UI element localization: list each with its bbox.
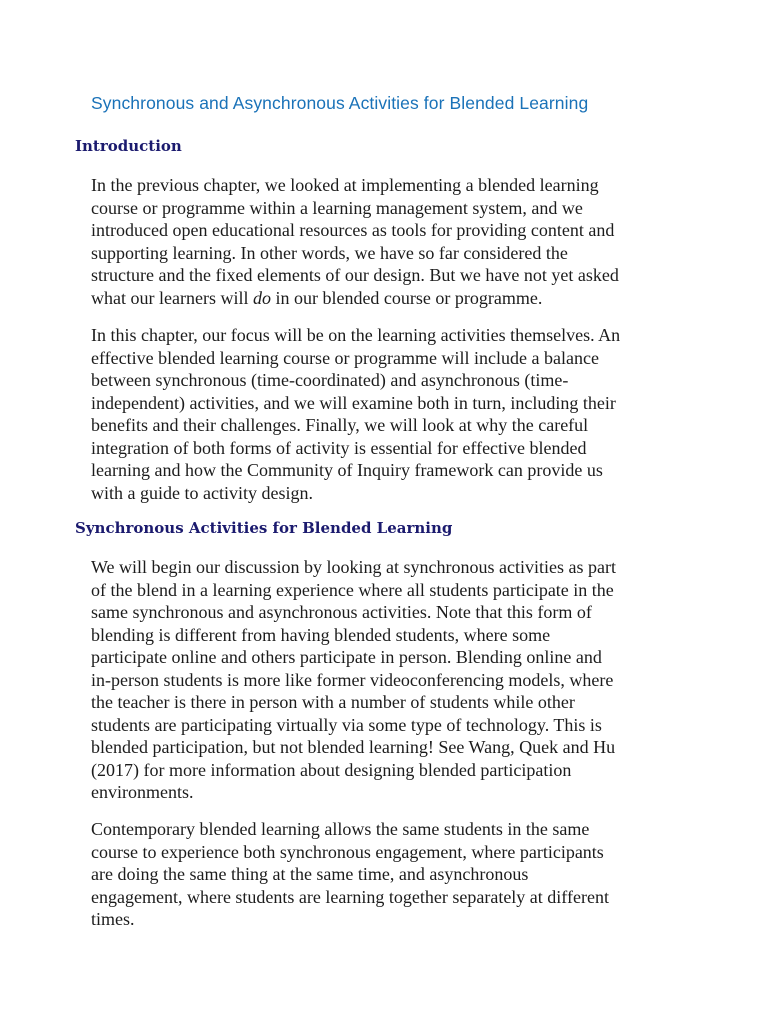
paragraph-line: Contemporary blended learning allows the same students in the same [91,819,590,839]
document-title: Synchronous and Asynchronous Activities for Blended Learning [91,93,589,113]
paragraph-line: of the blend in a learning experience where all students participate in the [91,579,614,600]
paragraph-line: course to experience both synchronous engagement, where participants [91,841,604,862]
paragraph-line: environments. [91,782,194,802]
paragraph-line: learning and how the Community of Inquiry framework can provide us [91,460,603,480]
paragraph-line: participate online and others participate in person. Blending online and [91,647,602,667]
paragraph-line-with-emphasis [91,287,681,310]
paragraph-line: introduced open educational resources as tools for providing content and [91,220,615,240]
paragraph-line: course or programme within a learning management system, and we [91,197,583,218]
emphasis-text: do [252,287,271,308]
paragraph-line: in-person students is more like former videoconferencing models, where [91,669,614,690]
intro-paragraph-1 [91,174,681,309]
paragraph-line: times. [91,909,135,929]
paragraph-line: with a guide to activity design. [91,482,313,503]
paragraph-line: benefits and their challenges. Finally, we will look at why the careful [91,415,589,435]
section-heading-introduction: Introduction [75,137,182,155]
paragraph-line: blended participation, but not blended learning! See Wang, Quek and Hu [91,737,616,757]
section-heading-synchronous-activities: Synchronous Activities for Blended Learning [75,519,453,537]
line-text-before-emphasis: what our learners will [91,287,253,308]
paragraph-line: the teacher is there in person with a number of students while other [91,692,575,712]
paragraph-line: In the previous chapter, we looked at implementing a blended learning [91,175,599,195]
paragraph-line: students are participating virtually via some type of technology. This is [91,714,602,735]
paragraph-line: structure and the fixed elements of our design. But we have not yet asked [91,265,619,285]
paragraph-line: In this chapter, our focus will be on the learning activities themselves. An [91,325,621,345]
paragraph-line: We will begin our discussion by looking at synchronous activities as part [91,557,616,577]
paragraph-line: same synchronous and asynchronous activities. Note that this form of [91,602,592,622]
sync-paragraph-1 [91,556,681,804]
sync-paragraph-2 [91,818,681,931]
paragraph-line: effective blended learning course or programme will include a balance [91,347,599,368]
paragraph-line: are doing the same thing at the same time, and asynchronous [91,864,529,884]
intro-paragraph-2 [91,324,681,504]
paragraph-line: integration of both forms of activity is essential for effective blended [91,437,587,458]
paragraph-line: blending is different from having blended students, where some [91,624,551,645]
paragraph-line: independent) activities, and we will examine both in turn, including their [91,392,616,413]
paragraph-line: supporting learning. In other words, we have so far considered the [91,242,568,263]
line-text-after-emphasis: in our blended course or programme. [270,287,543,308]
paragraph-line: (2017) for more information about designing blended participation [91,759,572,780]
paragraph-line: engagement, where students are learning together separately at different [91,886,609,907]
paragraph-line: between synchronous (time-coordinated) and asynchronous (time- [91,370,569,390]
